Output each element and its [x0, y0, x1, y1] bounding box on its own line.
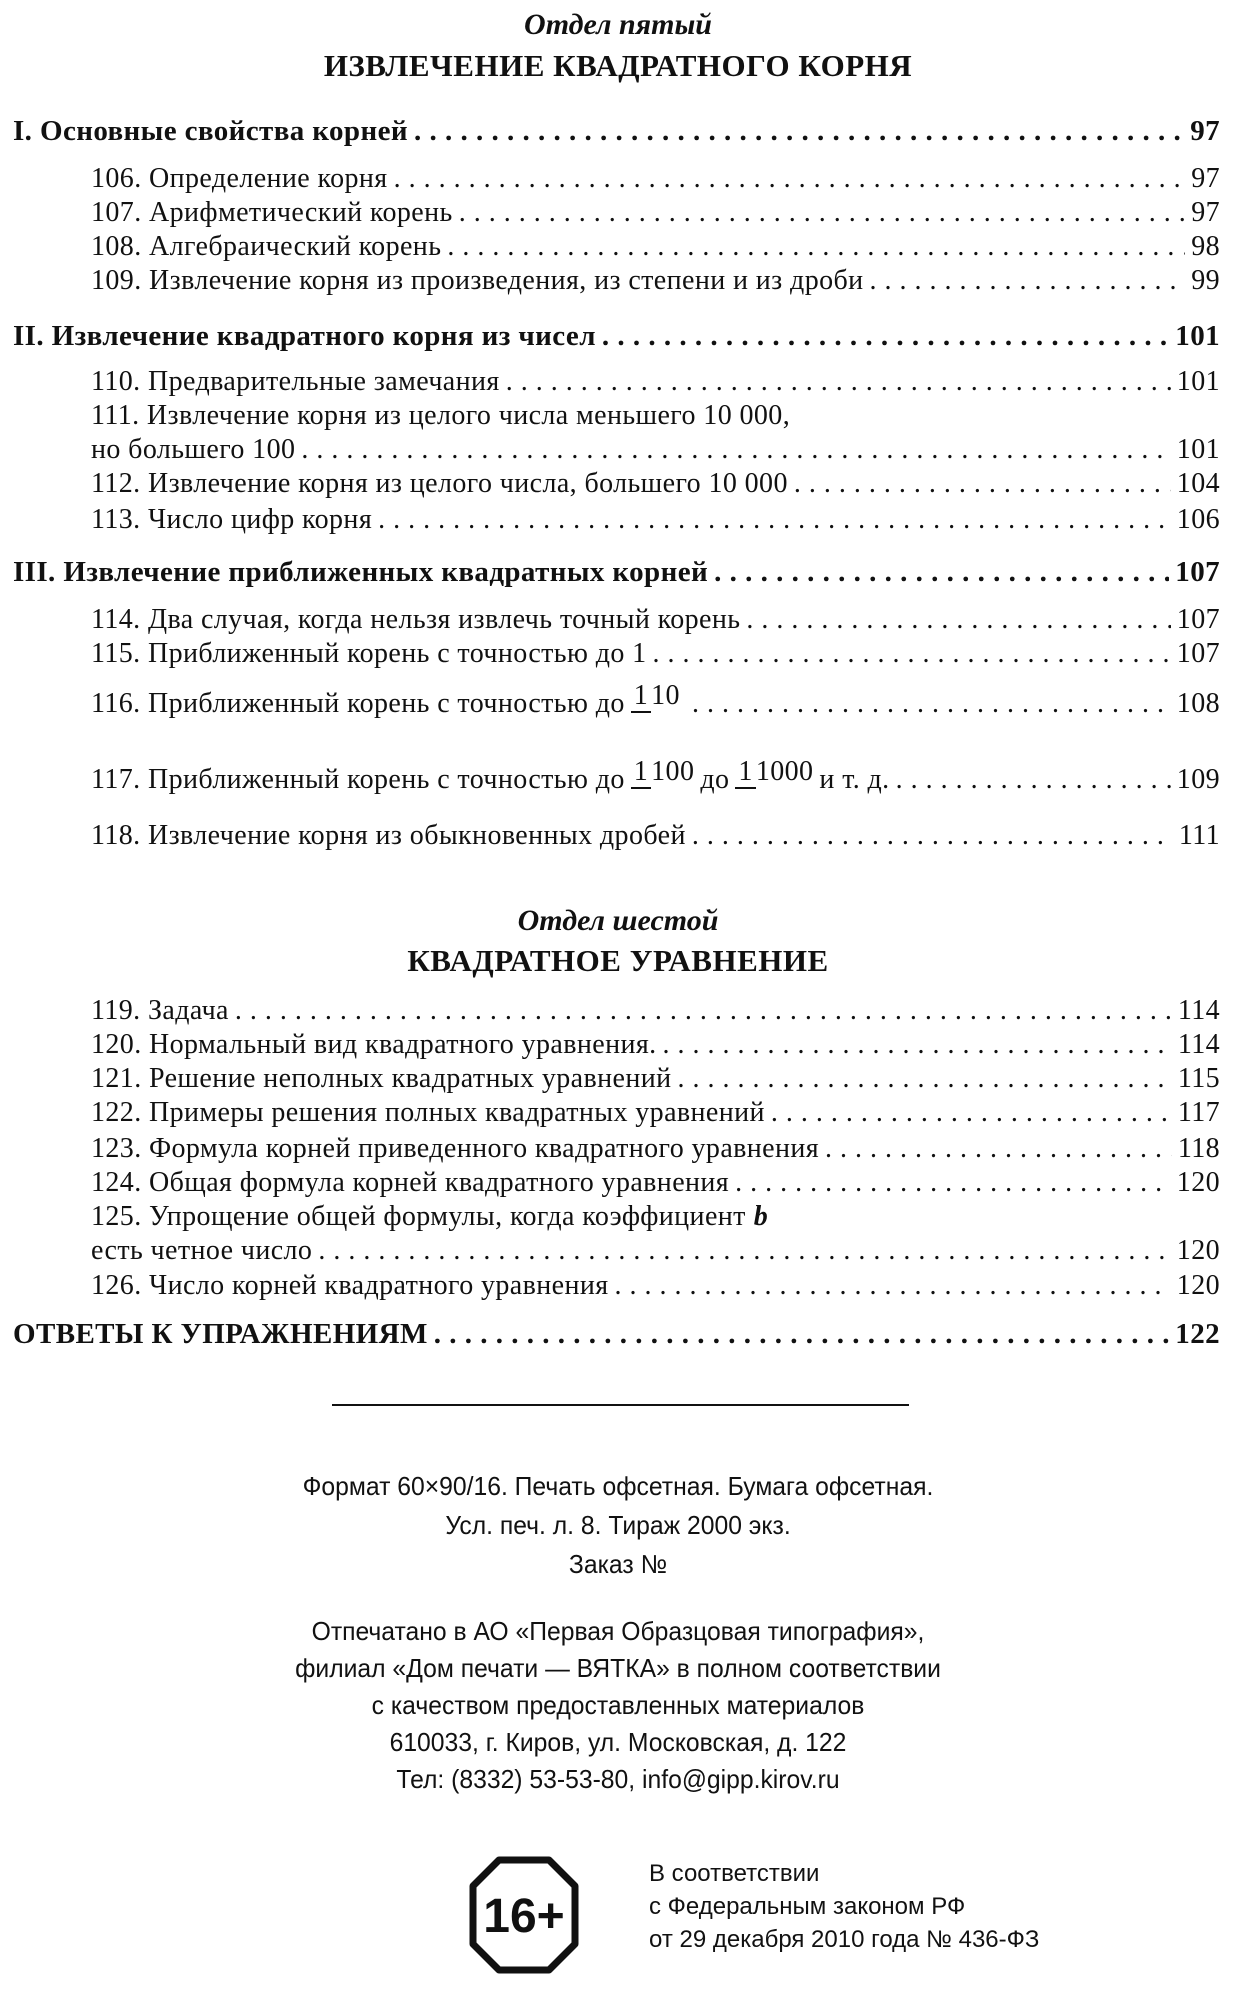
page-number: 122 — [1175, 1318, 1220, 1350]
dot-leader — [434, 1317, 1170, 1351]
entry-title — [91, 1234, 312, 1268]
entry-title — [91, 1200, 768, 1234]
page-number: 107 — [1176, 604, 1220, 635]
dot-leader — [653, 637, 1171, 671]
imprint-line: Отпечатано в АО «Первая Образцовая типография», — [311, 1616, 925, 1646]
page-number: 109 — [1176, 764, 1220, 795]
entry-label: 116. Приближенный корень с точностью до — [91, 688, 625, 719]
toc-entry — [91, 433, 1220, 467]
page-number: 120 — [1176, 1235, 1220, 1266]
entry-label: 113. Число цифр корня — [91, 504, 373, 535]
entry-title — [91, 1132, 819, 1166]
entry-label: 117. Приближенный корень с точностью до — [91, 764, 625, 795]
toc-entry — [91, 162, 1220, 196]
entry-label: 122. Примеры решения полных квадратных уравнений — [91, 1097, 765, 1128]
entry-label: ОТВЕТЫ К УПРАЖНЕНИЯМ — [13, 1318, 428, 1350]
entry-label: но большего 100 — [91, 434, 296, 465]
entry-title — [91, 637, 647, 671]
toc-section-heading — [13, 1317, 1220, 1351]
entry-label: III. Извлечение приближенных квадратных корней — [13, 556, 709, 588]
imprint-line: Заказ № — [568, 1549, 668, 1579]
law-line: от 29 декабря 2010 года № 436-ФЗ — [649, 1926, 1040, 1953]
toc-entry — [91, 1234, 1220, 1268]
dot-leader — [735, 1166, 1171, 1200]
page-number: 97 — [1191, 197, 1220, 228]
fraction-denominator: 10 — [651, 680, 680, 711]
page-number: 107 — [1175, 556, 1220, 588]
page-number: 114 — [1177, 995, 1220, 1026]
entry-label: 119. Задача — [91, 995, 229, 1026]
dot-leader — [771, 1096, 1172, 1130]
entry-label: 121. Решение неполных квадратных уравнений — [91, 1063, 672, 1094]
page-number: 108 — [1176, 688, 1220, 719]
entry-title — [91, 399, 790, 433]
entry-title — [91, 1269, 609, 1303]
entry-title — [91, 196, 453, 230]
entry-label-mid: до — [700, 764, 730, 795]
dot-leader — [459, 196, 1186, 230]
toc-entry — [91, 503, 1220, 537]
page-number: 115 — [1177, 1063, 1220, 1094]
toc-section-heading — [13, 319, 1220, 353]
page-number: 97 — [1190, 115, 1220, 147]
imprint-line: Формат 60×90/16. Печать офсетная. Бумага офсетная. — [302, 1471, 934, 1501]
entry-label: I. Основные свойства корней — [13, 115, 408, 147]
fraction-numerator: 1 — [735, 756, 755, 789]
fraction — [631, 757, 695, 787]
dot-leader — [394, 162, 1186, 196]
dot-leader — [692, 819, 1173, 853]
toc-entry — [91, 365, 1220, 399]
entry-title — [91, 1028, 657, 1062]
toc-entry — [91, 399, 1220, 433]
page-number: 101 — [1176, 434, 1220, 465]
fraction-denominator: 1000 — [755, 756, 814, 787]
law-line: В соответствии — [649, 1860, 820, 1887]
dot-leader — [663, 1028, 1172, 1062]
entry-title — [91, 994, 229, 1028]
toc-entry — [91, 819, 1220, 853]
toc-entry — [91, 1028, 1220, 1062]
entry-label: 123. Формула корней приведенного квадратного уравнения — [91, 1133, 820, 1164]
entry-label: 126. Число корней квадратного уравнения — [91, 1270, 609, 1301]
entry-title — [91, 162, 388, 196]
entry-label: 114. Два случая, когда нельзя извлечь точный корень — [91, 604, 741, 635]
dot-leader — [896, 763, 1171, 797]
page-number: 118 — [1177, 1133, 1220, 1164]
dot-leader — [692, 687, 1171, 721]
toc-entry — [91, 603, 1220, 637]
dot-leader — [447, 230, 1185, 264]
entry-label: 115. Приближенный корень с точностью до 1 — [91, 638, 647, 669]
toc-entry — [91, 230, 1220, 264]
part5-title: ИЗВЛЕЧЕНИЕ КВАДРАТНОГО КОРНЯ — [323, 48, 913, 83]
entry-title — [91, 756, 890, 797]
part6-dept-heading: Отдел шестой — [517, 904, 719, 937]
dot-leader — [870, 264, 1186, 298]
age-rating-16-plus-icon — [469, 1856, 579, 1974]
entry-label: есть четное число — [91, 1235, 313, 1266]
dot-leader — [746, 603, 1170, 637]
toc-entry — [91, 680, 1220, 721]
entry-label: 111. Извлечение корня из целого числа меньшего 10 000, — [91, 400, 791, 431]
dot-leader — [825, 1132, 1172, 1166]
fraction — [735, 757, 813, 787]
page-number: 120 — [1176, 1167, 1220, 1198]
entry-label: 120. Нормальный вид квадратного уравнения. — [91, 1029, 657, 1060]
entry-label: 112. Извлечение корня из целого числа, большего 10 000 — [91, 468, 788, 499]
entry-label: 110. Предварительные замечания — [91, 366, 500, 397]
fraction-denominator: 100 — [651, 756, 695, 787]
page-number: 99 — [1191, 265, 1220, 296]
fraction — [631, 681, 680, 711]
imprint-line: филиал «Дом печати — ВЯТКА» в полном соответствии — [295, 1653, 941, 1683]
entry-title — [13, 319, 596, 353]
toc-entry — [91, 264, 1220, 298]
page-number: 117 — [1177, 1097, 1220, 1128]
coefficient-variable: b — [753, 1201, 769, 1232]
page-number: 101 — [1176, 366, 1220, 397]
page-number: 107 — [1176, 638, 1220, 669]
page-number: 104 — [1176, 468, 1220, 499]
dot-leader — [678, 1062, 1172, 1096]
entry-title — [13, 114, 408, 148]
page-number: 111 — [1178, 820, 1220, 851]
page-number: 97 — [1191, 163, 1220, 194]
entry-title — [91, 1166, 729, 1200]
entry-title — [91, 503, 372, 537]
page-number: 98 — [1191, 231, 1220, 262]
entry-title — [91, 230, 441, 264]
dot-leader — [794, 467, 1171, 501]
entry-title — [91, 1096, 765, 1130]
fraction-numerator: 1 — [631, 680, 651, 713]
dot-leader — [506, 365, 1171, 399]
entry-title — [91, 264, 864, 298]
entry-label: 106. Определение корня — [91, 163, 388, 194]
toc-entry — [91, 467, 1220, 501]
entry-title — [91, 433, 295, 467]
page-number: 101 — [1175, 320, 1220, 352]
age-badge-text: 16+ — [483, 1890, 565, 1943]
dot-leader — [378, 503, 1171, 537]
toc-entry — [91, 637, 1220, 671]
entry-title — [91, 680, 686, 721]
entry-title — [91, 467, 788, 501]
dot-leader — [602, 319, 1169, 353]
toc-section-heading — [13, 555, 1220, 589]
entry-label: 109. Извлечение корня из произведения, из степени и из дроби — [91, 265, 864, 296]
part5-dept-heading: Отдел пятый — [524, 8, 712, 41]
imprint-line: 610033, г. Киров, ул. Московская, д. 122 — [389, 1727, 847, 1757]
page-number: 120 — [1176, 1270, 1220, 1301]
toc-entry — [91, 1200, 1220, 1234]
entry-title — [91, 603, 740, 637]
dot-leader — [235, 994, 1172, 1028]
entry-label: 125. Упрощение общей формулы, когда коэффициент — [91, 1201, 746, 1232]
imprint-line: с качеством предоставленных материалов — [371, 1690, 865, 1720]
toc-entry — [91, 1062, 1220, 1096]
entry-label: 124. Общая формула корней квадратного уравнения — [91, 1167, 730, 1198]
toc-entry — [91, 1132, 1220, 1166]
entry-label: 108. Алгебраический корень — [91, 231, 442, 262]
dot-leader — [301, 433, 1170, 467]
page-number: 106 — [1176, 504, 1220, 535]
entry-label: 118. Извлечение корня из обыкновенных дробей — [91, 820, 686, 851]
entry-label: 107. Арифметический корень — [91, 197, 453, 228]
dot-leader — [318, 1234, 1170, 1268]
page-number: 114 — [1177, 1029, 1220, 1060]
toc-entry — [91, 1166, 1220, 1200]
imprint-line: Тел: (8332) 53-53-80, info@gipp.kirov.ru — [396, 1764, 840, 1794]
entry-title — [91, 365, 500, 399]
toc-entry — [91, 756, 1220, 797]
toc-entry — [91, 1096, 1220, 1130]
toc-entry — [91, 1269, 1220, 1303]
dot-leader — [615, 1269, 1171, 1303]
law-line: с Федеральным законом РФ — [649, 1893, 966, 1920]
entry-title — [13, 1317, 428, 1351]
entry-title — [91, 1062, 672, 1096]
entry-title — [13, 555, 708, 589]
fraction-numerator: 1 — [631, 756, 651, 789]
dot-leader — [414, 114, 1184, 148]
divider-line — [332, 1404, 909, 1406]
entry-label-suffix: и т. д. — [819, 764, 890, 795]
entry-title — [91, 819, 686, 853]
toc-entry — [91, 994, 1220, 1028]
toc-section-heading — [13, 114, 1220, 148]
part6-title: КВАДРАТНОЕ УРАВНЕНИЕ — [407, 943, 829, 978]
toc-entry — [91, 196, 1220, 230]
dot-leader — [714, 555, 1169, 589]
imprint-line: Усл. печ. л. 8. Тираж 2000 экз. — [445, 1510, 791, 1540]
entry-label: II. Извлечение квадратного корня из чисел — [13, 320, 596, 352]
